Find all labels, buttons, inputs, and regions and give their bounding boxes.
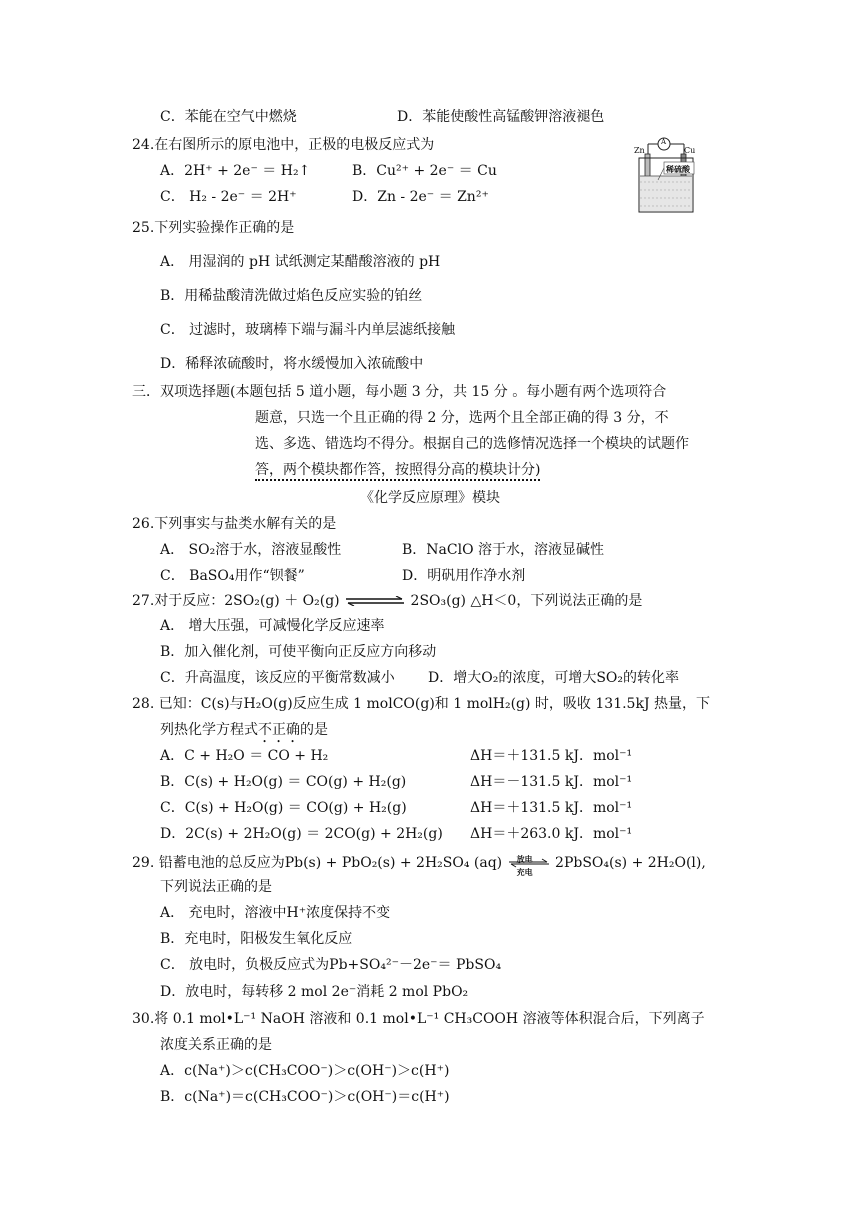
acid-label: 稀硫酸 (666, 164, 690, 174)
section3-line1: 三．双项选择题(本题包括 5 道小题，每小题 3 分，共 15 分 。每小题有两个选项符合 (132, 384, 667, 400)
q29-stem-pre: 29. 铅蓄电池的总反应为Pb(s) + PbO₂(s) + 2H₂SO₄ (aq) (132, 855, 503, 871)
q25-option-d: D．稀释浓硫酸时，将水缓慢加入浓硫酸中 (160, 356, 424, 372)
discharge-label: 放电 (516, 854, 533, 864)
q24-option-b: B．Cu²⁺ + 2e⁻ ＝ Cu (352, 163, 497, 179)
q29-stem-line2: 下列说法正确的是 (160, 879, 272, 895)
charge-label: 充电 (516, 867, 533, 877)
q27-option-a: A． 增大压强，可减慢化学反应速率 (160, 618, 385, 634)
section3-line3: 选、多选、错选均不得分。根据自己的选修情况选择一个模块的试题作 (255, 436, 689, 452)
q29-option-b: B．充电时，阳极发生氧化反应 (160, 931, 353, 947)
q30-option-b: B．c(Na⁺)＝c(CH₃COO⁻)＞c(OH⁻)＝c(H⁺) (160, 1089, 450, 1105)
q28-option-b-dh: ΔH＝－131.5 kJ．mol⁻¹ (470, 774, 633, 790)
q27-stem (132, 592, 642, 610)
q26-stem: 26.下列事实与盐类水解有关的是 (132, 516, 337, 532)
q28-option-d-eq: D．2C(s) + 2H₂O(g) ＝ 2CO(g) + 2H₂(g) (160, 826, 443, 842)
section3-line4-text: 答，两个模块都作答，按照得分高的模块计分) (255, 462, 540, 481)
q28-stem-emphasis: 不正确 (258, 722, 300, 738)
q29-stem-post: 2PbSO₄(s) + 2H₂O(l), (555, 855, 706, 871)
q26-option-d: D．明矾用作净水剂 (402, 568, 526, 584)
q23-option-c: C．苯能在空气中燃烧 (160, 109, 297, 125)
q28-option-d-dh: ΔH＝＋263.0 kJ．mol⁻¹ (470, 826, 633, 842)
cu-label: Cu (684, 146, 696, 155)
q28-stem-line1: 28. 已知：C(s)与H₂O(g)反应生成 1 molCO(g)和 1 molH₂(g) 时，吸收 131.5kJ 热量，下 (132, 696, 711, 712)
q26-option-c: C． BaSO₄用作“钡餐” (160, 568, 305, 584)
charge-discharge-arrow-icon (507, 852, 551, 877)
section3-line4 (255, 461, 540, 479)
q27-option-c: C．升高温度，该反应的平衡常数减小 (160, 670, 395, 686)
q30-stem-line1: 30.将 0.1 mol•L⁻¹ NaOH 溶液和 0.1 mol•L⁻¹ CH₃COOH 溶液等体积混合后，下列离子 (132, 1011, 705, 1027)
q27-option-b: B．加入催化剂，可使平衡向正反应方向移动 (160, 644, 437, 660)
q25-stem: 25.下列实验操作正确的是 (132, 220, 295, 236)
ammeter-label: A (661, 138, 667, 146)
q29-option-c: C． 放电时，负极反应式为Pb+SO₄²⁻－2e⁻＝ PbSO₄ (160, 957, 502, 973)
q30-option-a: A．c(Na⁺)＞c(CH₃COO⁻)＞c(OH⁻)＞c(H⁺) (160, 1063, 450, 1079)
q28-option-a-dh: ΔH＝＋131.5 kJ．mol⁻¹ (470, 748, 633, 764)
q24-option-d: D．Zn - 2e⁻ ＝ Zn²⁺ (352, 189, 489, 205)
q25-option-a: A． 用湿润的 pH 试纸测定某醋酸溶液的 pH (160, 254, 441, 270)
q28-stem-pre: 列热化学方程式 (160, 722, 258, 738)
section3-line2: 题意，只选一个且正确的得 2 分，选两个且全部正确的得 3 分，不 (255, 410, 669, 426)
q24-option-c: C． H₂ - 2e⁻ ＝ 2H⁺ (160, 189, 297, 205)
q24-option-a: A．2H⁺ + 2e⁻ ＝ H₂↑ (160, 163, 311, 179)
galvanic-cell-figure (634, 136, 718, 218)
q29-option-a: A． 充电时，溶液中H⁺浓度保持不变 (160, 905, 391, 921)
q24-stem: 24.在右图所示的原电池中，正极的电极反应式为 (132, 137, 435, 153)
q26-option-b: B．NaClO 溶于水，溶液显碱性 (402, 542, 605, 558)
q28-stem-line2 (160, 721, 328, 746)
q30-stem-line2: 浓度关系正确的是 (160, 1037, 272, 1053)
q28-option-a-eq: A．C + H₂O ＝ CO + H₂ (160, 748, 329, 764)
q27-stem-post: 2SO₃(g) △H＜0，下列说法正确的是 (410, 593, 643, 609)
q26-option-a: A． SO₂溶于水，溶液显酸性 (160, 542, 342, 558)
module-title: 《化学反应原理》模块 (360, 490, 500, 506)
q27-stem-pre: 27.对于反应：2SO₂(g) ＋ O₂(g) (132, 593, 340, 609)
q25-option-c: C． 过滤时，玻璃棒下端与漏斗内单层滤纸接触 (160, 322, 456, 338)
equilibrium-arrow-icon (344, 596, 406, 606)
zn-label: Zn (634, 146, 645, 155)
q28-stem-post: 的是 (300, 722, 328, 738)
q28-option-b-eq: B．C(s) + H₂O(g) ＝ CO(g) + H₂(g) (160, 774, 407, 790)
q27-option-d: D．增大O₂的浓度，可增大SO₂的转化率 (428, 670, 679, 686)
q29-stem (132, 852, 706, 877)
q29-option-d: D．放电时，每转移 2 mol 2e⁻消耗 2 mol PbO₂ (160, 984, 469, 1000)
q25-option-b: B．用稀盐酸清洗做过焰色反应实验的铂丝 (160, 288, 423, 304)
q23-option-d: D．苯能使酸性高锰酸钾溶液褪色 (397, 109, 605, 125)
q28-option-c-dh: ΔH＝＋131.5 kJ．mol⁻¹ (470, 800, 633, 816)
q28-option-c-eq: C．C(s) + H₂O(g) ＝ CO(g) + H₂(g) (160, 800, 407, 816)
